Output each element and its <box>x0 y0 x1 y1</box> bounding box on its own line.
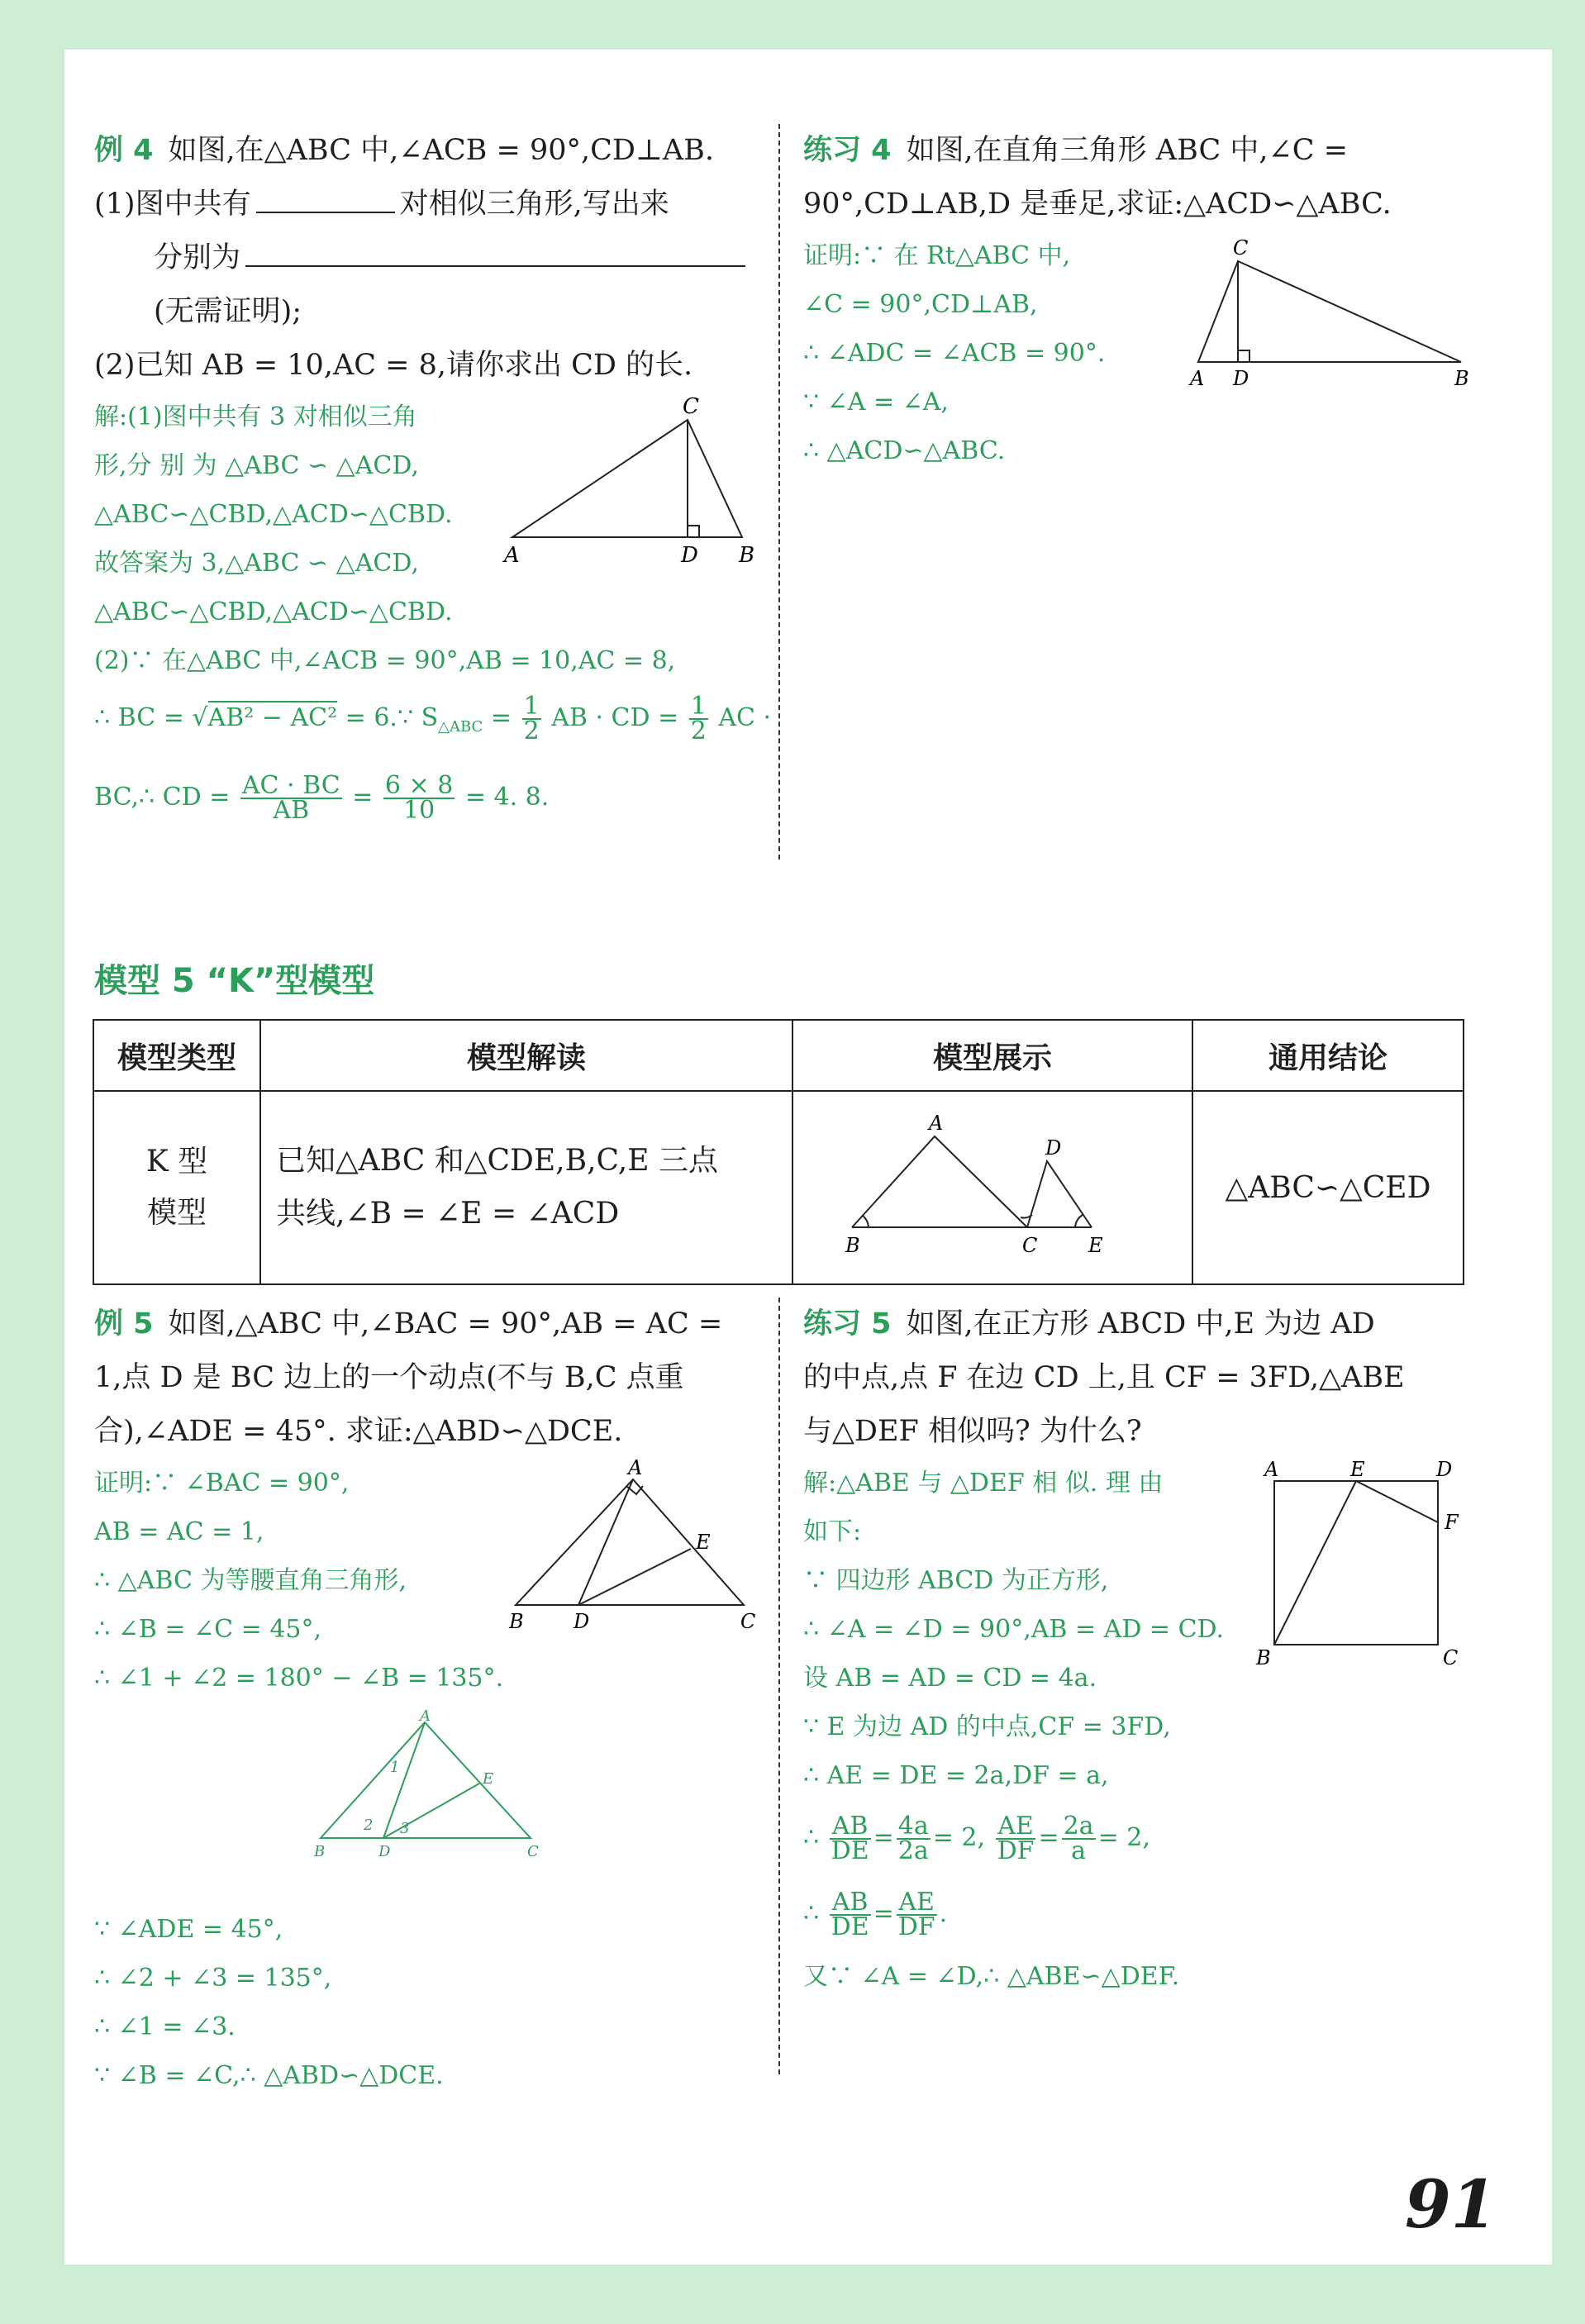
text: BC,∴ CD = <box>94 783 231 812</box>
text: = 2, <box>1097 1823 1150 1852</box>
header-desc: 模型解读 <box>260 1020 792 1091</box>
text: AB · CD = <box>551 703 679 732</box>
text: ∴ <box>803 1823 820 1852</box>
num: 4a <box>897 1812 929 1841</box>
header-figure: 模型展示 <box>792 1020 1192 1091</box>
den: AB <box>273 796 310 825</box>
label-d: D <box>378 1843 391 1860</box>
stem-line: 与△DEF 相似吗? 为什么? <box>803 1415 1142 1448</box>
example-5 <box>94 1298 772 2100</box>
text: = 4. 8. <box>464 783 550 812</box>
label-e: E <box>696 1531 711 1554</box>
column-divider <box>778 124 780 860</box>
label-c: C <box>740 1610 756 1633</box>
num: 1 <box>523 692 540 721</box>
label-a: A <box>420 1707 431 1725</box>
text: 共线,∠B = ∠E = ∠ACD <box>276 1197 620 1231</box>
label-c: C <box>1022 1233 1038 1257</box>
q1-note: (无需证明); <box>154 295 302 328</box>
proof-line: ∴ △ABC 为等腰直角三角形, <box>94 1566 407 1595</box>
fraction <box>897 1888 937 1941</box>
den: DE <box>831 1912 869 1941</box>
proof-line: ∴ ∠2 + ∠3 = 135°, <box>94 1964 332 1993</box>
proof-line: ∠C = 90°,CD⊥AB, <box>803 290 1038 319</box>
example-5-tag: 例 5 <box>94 1307 154 1341</box>
num: AE <box>897 1891 937 1916</box>
text: = 6.∵ S <box>345 703 439 732</box>
label-a: A <box>1264 1458 1279 1481</box>
fraction <box>830 1888 871 1941</box>
stem-line: 合),∠ADE = 45°. 求证:△ABD∽△DCE. <box>94 1415 623 1448</box>
label-b: B <box>1454 367 1469 390</box>
stem-line: 如图,在正方形 ABCD 中,E 为边 AD <box>906 1307 1375 1341</box>
den: 2 <box>523 717 540 745</box>
label-b: B <box>845 1233 860 1257</box>
label-e: E <box>1088 1233 1103 1257</box>
num: 2a <box>1063 1812 1094 1841</box>
column-divider <box>778 1298 780 2074</box>
angle-3: 3 <box>400 1820 410 1837</box>
model-type-cell <box>93 1091 260 1284</box>
num: AB <box>830 1891 871 1916</box>
k-model-figure <box>844 1102 1125 1267</box>
text: . <box>939 1899 948 1928</box>
text: = <box>490 703 512 732</box>
label-e: E <box>1350 1458 1365 1481</box>
stem-line: 如图,△ABC 中,∠BAC = 90°,AB = AC = <box>168 1307 723 1341</box>
angle-1: 1 <box>390 1759 400 1776</box>
den: a <box>1071 1836 1087 1865</box>
fraction <box>897 1812 931 1865</box>
solution-line: 故答案为 3,△ABC ∽ △ACD, <box>94 549 419 578</box>
stem-line: 1,点 D 是 BC 边上的一个动点(不与 B,C 点重 <box>94 1361 684 1394</box>
label-b: B <box>739 543 755 568</box>
proof-line: ∴ ∠B = ∠C = 45°, <box>94 1615 322 1644</box>
bottom-band <box>0 2264 1585 2324</box>
left-band <box>0 0 64 2324</box>
solution-line: △ABC∽△CBD,△ACD∽△CBD. <box>94 598 453 626</box>
label-b: B <box>1256 1646 1271 1669</box>
proof-line: AB = AC = 1, <box>94 1517 264 1546</box>
label-c: C <box>1233 236 1249 260</box>
ex5-green-figure <box>314 1707 554 1861</box>
proof-line: ∴ △ACD∽△ABC. <box>803 436 1006 465</box>
den: DE <box>831 1836 869 1865</box>
text: 模型 <box>146 1196 207 1230</box>
stem-line: 的中点,点 F 在边 CD 上,且 CF = 3FD,△ABE <box>803 1361 1405 1394</box>
fraction <box>1062 1812 1096 1865</box>
num: 1 <box>690 692 707 721</box>
solution-conclusion: 又∵ ∠A = ∠D,∴ △ABE∽△DEF. <box>803 1962 1180 1991</box>
den: 2 <box>690 717 707 745</box>
practice-4-stem-2: 90°,CD⊥AB,D 是垂足,求证:△ACD∽△ABC. <box>803 188 1392 221</box>
label-d: D <box>574 1610 590 1633</box>
den: DF <box>997 1836 1035 1865</box>
model-table <box>93 1019 1464 1285</box>
header-type: 模型类型 <box>93 1020 260 1091</box>
num: AC · BC <box>241 771 340 800</box>
pr5-square-figure <box>1248 1458 1487 1678</box>
proof-line: ∴ ∠1 = ∠3. <box>94 2012 236 2041</box>
label-c: C <box>683 394 699 419</box>
solution-line: 解:(1)图中共有 3 对相似三角 <box>94 402 417 431</box>
label-c: C <box>527 1843 539 1860</box>
text: ∴ <box>803 1899 820 1928</box>
page-number: 91 <box>1405 2165 1497 2243</box>
label-c: C <box>1443 1646 1459 1669</box>
area-subscript: △ABC <box>438 718 483 736</box>
fraction <box>240 771 342 825</box>
section-title: 模型 5 “K”型模型 <box>94 962 375 1000</box>
text: ∴ BC = <box>94 703 184 732</box>
proof-line: 证明:∵ 在 Rt△ABC 中, <box>803 241 1071 270</box>
q1-text-3: 分别为 <box>154 241 241 274</box>
solution-line: 设 AB = AD = CD = 4a. <box>803 1664 1097 1693</box>
num: AB <box>830 1815 871 1840</box>
proof-line: ∴ ∠ADC = ∠ACB = 90°. <box>803 339 1106 368</box>
fraction <box>830 1812 871 1865</box>
text: = <box>352 783 374 812</box>
ratio-line: ∴ $\frac{AB}{DE}$ = $\frac{4a}{2a}$ = 2, $\frac{AE}{DF}$ = $\frac{2a}{a}$ = 2, <box>803 1812 1150 1865</box>
solution-line: 形,分 别 为 △ABC ∽ △ACD, <box>94 451 419 480</box>
practice-5-tag: 练习 5 <box>803 1307 892 1341</box>
solution-line-cd <box>94 760 772 835</box>
ratio-line-2: ∴ $\frac{AB}{DE}$ = $\frac{AE}{DF}$ . <box>803 1888 948 1941</box>
label-d: D <box>1045 1136 1062 1160</box>
example-4-stem: 如图,在△ABC 中,∠ACB = 90°,CD⊥AB. <box>168 134 714 167</box>
top-band <box>0 0 1585 50</box>
fraction <box>383 771 455 825</box>
ex5-triangle-figure <box>504 1456 769 1636</box>
right-band <box>1552 0 1585 2324</box>
solution-line: ∴ ∠A = ∠D = 90°,AB = AD = CD. <box>803 1615 1225 1644</box>
num: 6 × 8 <box>384 771 454 800</box>
label-a: A <box>929 1111 944 1135</box>
answer-blank-long[interactable] <box>245 240 745 267</box>
sqrt-radicand: AB² − AC² <box>208 701 338 732</box>
label-d: D <box>681 543 698 568</box>
num: AE <box>996 1815 1036 1840</box>
text: AC · <box>718 703 772 732</box>
solution-line: ∵ 四边形 ABCD 为正方形, <box>803 1566 1109 1595</box>
text: K 型 <box>145 1145 208 1179</box>
practice-4-stem: 如图,在直角三角形 ABC 中,∠C = <box>906 134 1349 167</box>
text: = 2, <box>932 1823 986 1852</box>
angle-2: 2 <box>364 1817 374 1834</box>
q2-text: (2)已知 AB = 10,AC = 8,请你求出 CD 的长. <box>94 349 693 382</box>
text: 已知△ABC 和△CDE,B,C,E 三点 <box>276 1144 718 1178</box>
half-fraction <box>522 692 541 745</box>
proof-line: ∵ ∠A = ∠A, <box>803 388 949 417</box>
label-a: A <box>504 543 520 568</box>
solution-line-bc: ∴ BC = √AB² − AC² = 6.∵ $S_{\triangle ABC}$ = $\frac{1}{2}$ AB · CD = $\frac{1}{2}$ AC · <box>94 692 772 745</box>
solution-line: △ABC∽△CBD,△ACD∽△CBD. <box>94 500 453 529</box>
proof-line: ∵ ∠ADE = 45°, <box>94 1915 283 1944</box>
label-d: D <box>1436 1458 1453 1481</box>
solution-line: ∵ E 为边 AD 的中点,CF = 3FD, <box>803 1712 1171 1741</box>
q1-text-2: 对相似三角形,写出来 <box>399 188 669 221</box>
den: DF <box>897 1912 935 1941</box>
proof-line: ∵ ∠B = ∠C,∴ △ABD∽△DCE. <box>94 2061 444 2090</box>
pr4-triangle-figure <box>1190 236 1471 390</box>
den: 10 <box>403 796 436 825</box>
proof-line: 证明:∵ ∠BAC = 90°, <box>94 1469 350 1498</box>
example-4-tag: 例 4 <box>94 134 154 167</box>
fraction <box>996 1812 1036 1865</box>
proof-line: ∴ ∠1 + ∠2 = 180° − ∠B = 135°. <box>94 1664 504 1693</box>
label-b: B <box>509 1610 524 1633</box>
label-d: D <box>1233 367 1249 390</box>
label-e: E <box>483 1770 494 1788</box>
half-fraction <box>689 692 708 745</box>
solution-line: 解:△ABE 与 △DEF 相 似. 理 由 <box>803 1469 1164 1498</box>
solution-line: 如下: <box>803 1517 862 1546</box>
den: 2a <box>897 1836 929 1865</box>
model-desc-cell <box>260 1091 792 1284</box>
answer-blank[interactable] <box>256 187 395 213</box>
solution-line: ∴ AE = DE = 2a,DF = a, <box>803 1761 1109 1790</box>
label-b: B <box>314 1843 326 1860</box>
solution-line: (2)∵ 在△ABC 中,∠ACB = 90°,AB = 10,AC = 8, <box>94 646 676 675</box>
model-figure-cell <box>792 1091 1192 1284</box>
practice-4-tag: 练习 4 <box>803 134 892 167</box>
label-f: F <box>1445 1511 1459 1534</box>
label-a: A <box>1190 367 1205 390</box>
label-a: A <box>628 1456 643 1479</box>
header-conclusion: 通用结论 <box>1192 1020 1464 1091</box>
q1-text: (1)图中共有 <box>94 188 251 221</box>
ex4-triangle-figure <box>504 394 769 570</box>
model-conclusion: △ABC∽△CED <box>1192 1091 1464 1284</box>
